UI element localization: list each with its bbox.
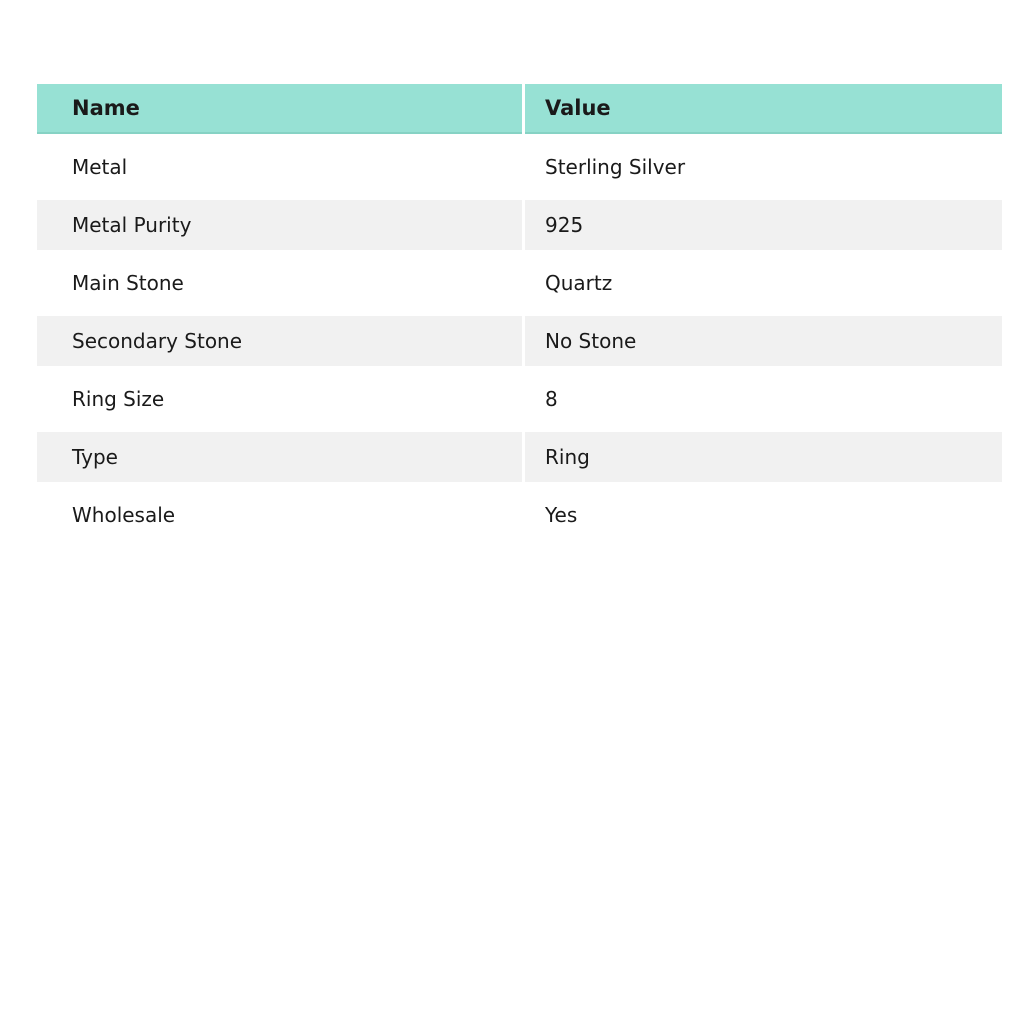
- table-header-row: [37, 84, 1002, 134]
- table-row: [37, 490, 1002, 540]
- row-value-cell: Sterling Silver: [525, 142, 1002, 192]
- row-name-cell: Main Stone: [37, 258, 522, 308]
- table-row: [37, 142, 1002, 192]
- row-value-cell: Ring: [525, 432, 1002, 482]
- row-name-cell: Metal: [37, 142, 522, 192]
- row-value-cell: 8: [525, 374, 1002, 424]
- row-name-cell: Ring Size: [37, 374, 522, 424]
- table-row: [37, 200, 1002, 250]
- table-row: [37, 432, 1002, 482]
- row-value-cell: Yes: [525, 490, 1002, 540]
- row-value-cell: Quartz: [525, 258, 1002, 308]
- row-name-cell: Secondary Stone: [37, 316, 522, 366]
- row-value-cell: No Stone: [525, 316, 1002, 366]
- column-header-value: Value: [525, 84, 1002, 134]
- row-value-cell: 925: [525, 200, 1002, 250]
- table-row: [37, 316, 1002, 366]
- row-name-cell: Metal Purity: [37, 200, 522, 250]
- row-name-cell: Type: [37, 432, 522, 482]
- spec-table: [37, 84, 1002, 540]
- column-header-name: Name: [37, 84, 522, 134]
- row-name-cell: Wholesale: [37, 490, 522, 540]
- table-row: [37, 258, 1002, 308]
- table-row: [37, 374, 1002, 424]
